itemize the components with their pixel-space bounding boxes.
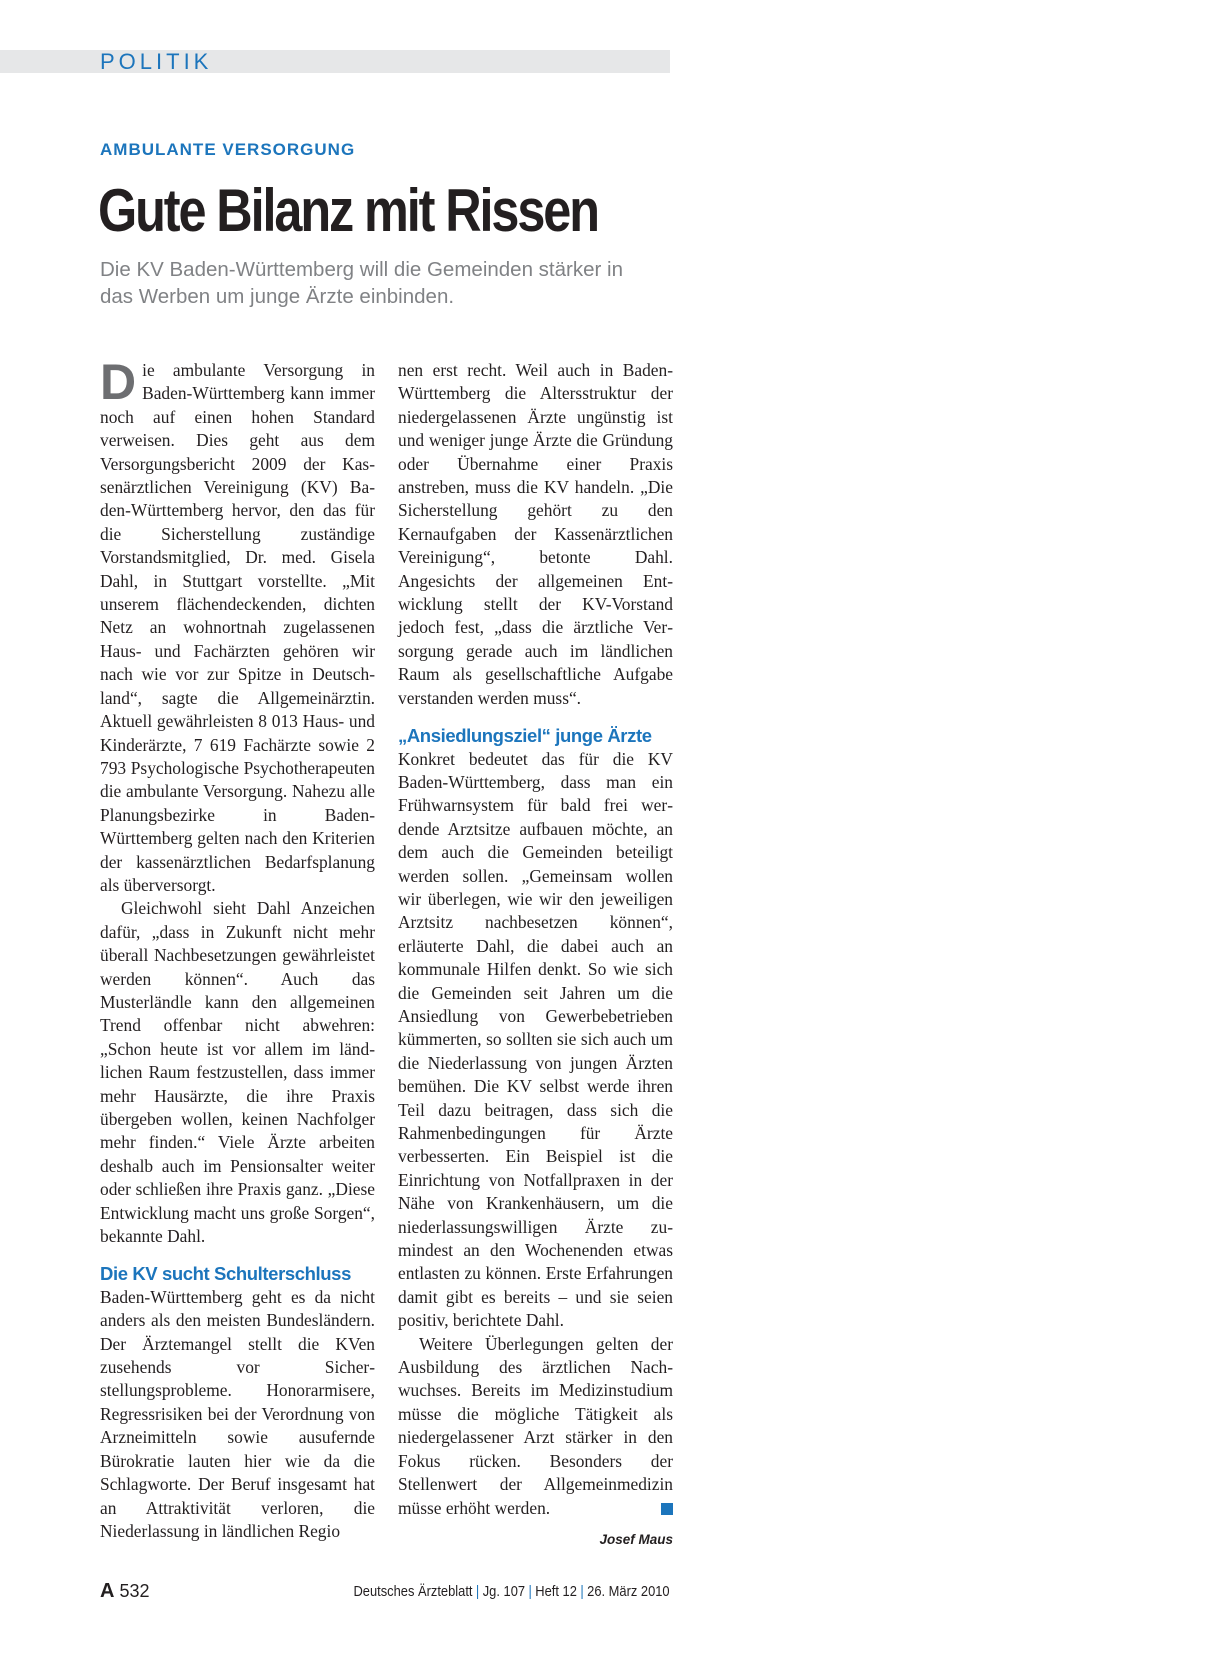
article-kicker: AMBULANTE VERSORGUNG	[100, 140, 356, 159]
author-byline: Josef Maus	[599, 1532, 673, 1547]
end-square-icon	[661, 1503, 673, 1515]
journal-volume: Jg. 107	[483, 1583, 526, 1600]
paragraph-text: ie ambulante Versorgung in Baden-Württemberg kann immer noch auf einen hohen Standard verweisen. Dies geht aus dem Versorgungsbericht 2009 der Kassenärztlichen Vereinigung (KV) Baden-Württemberg hervor, den das für die Sicherstellung zuständige Vorstandsmitglied, Dr. med. Gisela Dahl, in Stuttgart vorstellte. „Mit unserem flächendeckenden, dichten Netz an wohnortnah zugelassenen Haus- und Fachärzten gehören wir nach wie vor zur Spitze in Deutschland“, sagte die Allgemeinärztin. Aktuell gewährleisten 8 013 Haus- und Kinderärzte, 7 619 Fachärzte sowie 2 793 Psychologische Psychotherapeuten die ambulante Versorgung. Nahezu alle Planungsbezirke in Baden-Württemberg gelten nach den Kriterien der kassenärztlichen Bedarfsplanung als überversorgt.	[100, 360, 375, 895]
paragraph: Baden-Württemberg geht es da nicht anders als den meisten Bundesländern. Der Ärztemangel stellt die KVen zusehends vor Sicherstellungsprobleme. Honorarmisere, Regressrisiken bei der Verordnung von Arzneimitteln sowie ausufernde Bürokratie lauten hier wie da die Schlagworte. Der Beruf insgesamt hat an Attraktivität verloren, die Niederlassung in ländlichen Regio	[100, 1286, 375, 1541]
article-headline: Gute Bilanz mit Rissen	[98, 177, 598, 244]
page-prefix: A	[100, 1580, 115, 1602]
drop-cap: D	[100, 354, 137, 410]
article-subhead: Die KV Baden-Württemberg will die Gemeinden stärker in das Werben um junge Ärzte einbinden.	[100, 258, 623, 308]
page-number-value: 532	[119, 1581, 150, 1601]
article-column-right	[398, 359, 673, 1520]
journal-footer	[354, 1583, 670, 1600]
page-number	[100, 1580, 150, 1603]
section-heading: „Ansiedlungsziel“ junge Ärzte	[398, 725, 652, 747]
paragraph: nen erst recht. Weil auch in Baden-Württemberg die Altersstruktur der niedergelassenen Ärzte ungünstig ist und weniger junge Ärzte die Gründung oder Übernahme einer Praxis anstreben, muss die KV handeln. „Die Sicherstellung gehört zu den Kernaufgaben der Kassenärztlichen Vereinigung“, betonte Dahl. Angesichts der allgemeinen Entwicklung stellt der KV-Vorstand jedoch fest, „dass die ärztliche Versorgung gerade auch im ländlichen Raum als gesellschaftliche Aufgabe verstanden werden muss“.	[398, 360, 673, 708]
separator: |	[528, 1583, 533, 1600]
article-column-left	[100, 354, 375, 1543]
journal-name: Deutsches Ärzteblatt	[353, 1583, 473, 1600]
paragraph	[398, 1333, 673, 1520]
paragraph: Konkret bedeutet das für die KV Baden-Württemberg, dass man ein Frühwarnsystem für bald frei werdende Arztsitze aufbauen möchte, an dem auch die Gemeinden beteiligt werden sollen. „Gemeinsam wollen wir überlegen, wie wir den jeweiligen Arztsitz nachbesetzen können“, erläuterte Dahl, die dabei auch an kommunale Hilfen denkt. So wie sich die Gemeinden seit Jahren um die Ansiedlung von Gewerbebetrieben kümmerten, so sollten sie sich auch um die Niederlassung von jungen Ärzten bemühen. Die KV selbst werde ihren Teil dazu beitragen, dass sich die Rahmenbedingungen für Ärzte verbesserten. Ein Beispiel ist die Einrichtung von Notfallpraxen in der Nähe von Krankenhäusern, um die niederlassungswilligen Ärzte zumindest an den Wochenenden etwas entlasten zu können. Erste Erfahrungen damit gibt es bereits – und sie seien positiv, berichtete Dahl.	[398, 748, 673, 1331]
separator: |	[476, 1583, 480, 1600]
journal-issue: Heft 12	[535, 1583, 578, 1600]
paragraph: Gleichwohl sieht Dahl Anzeichen dafür, „dass in Zukunft nicht mehr überall Nachbesetzungen gewährleistet werden können“. Auch das Musterländle kann den allgemeinen Trend offenbar nicht abwehren: „Schon heute ist vor allem im ländlichen Raum festzustellen, dass immer mehr Hausärzte, die ihre Praxis übergeben wollen, keinen Nachfolger mehr finden.“ Viele Ärzte arbeiten deshalb auch im Pensionsalter weiter oder schließen ihre Praxis ganz. „Diese Entwicklung macht uns große Sorgen“, bekannte Dahl.	[100, 898, 375, 1247]
separator: |	[580, 1583, 585, 1600]
paragraph-text: Weitere Überlegungen gelten der Ausbildung des ärztlichen Nachwuchses. Bereits im Medizinstudium müsse die mögliche Tätigkeit als niedergelassener Arzt stärker in den Fokus rücken. Besonders der Stellenwert der Allgemeinmedizin müsse erhöht werden.	[398, 1333, 673, 1518]
section-label: POLITIK	[100, 49, 213, 74]
section-heading: Die KV sucht Schulterschluss	[100, 1263, 351, 1285]
journal-date: 26. März 2010	[587, 1583, 670, 1600]
paragraph	[100, 354, 375, 897]
